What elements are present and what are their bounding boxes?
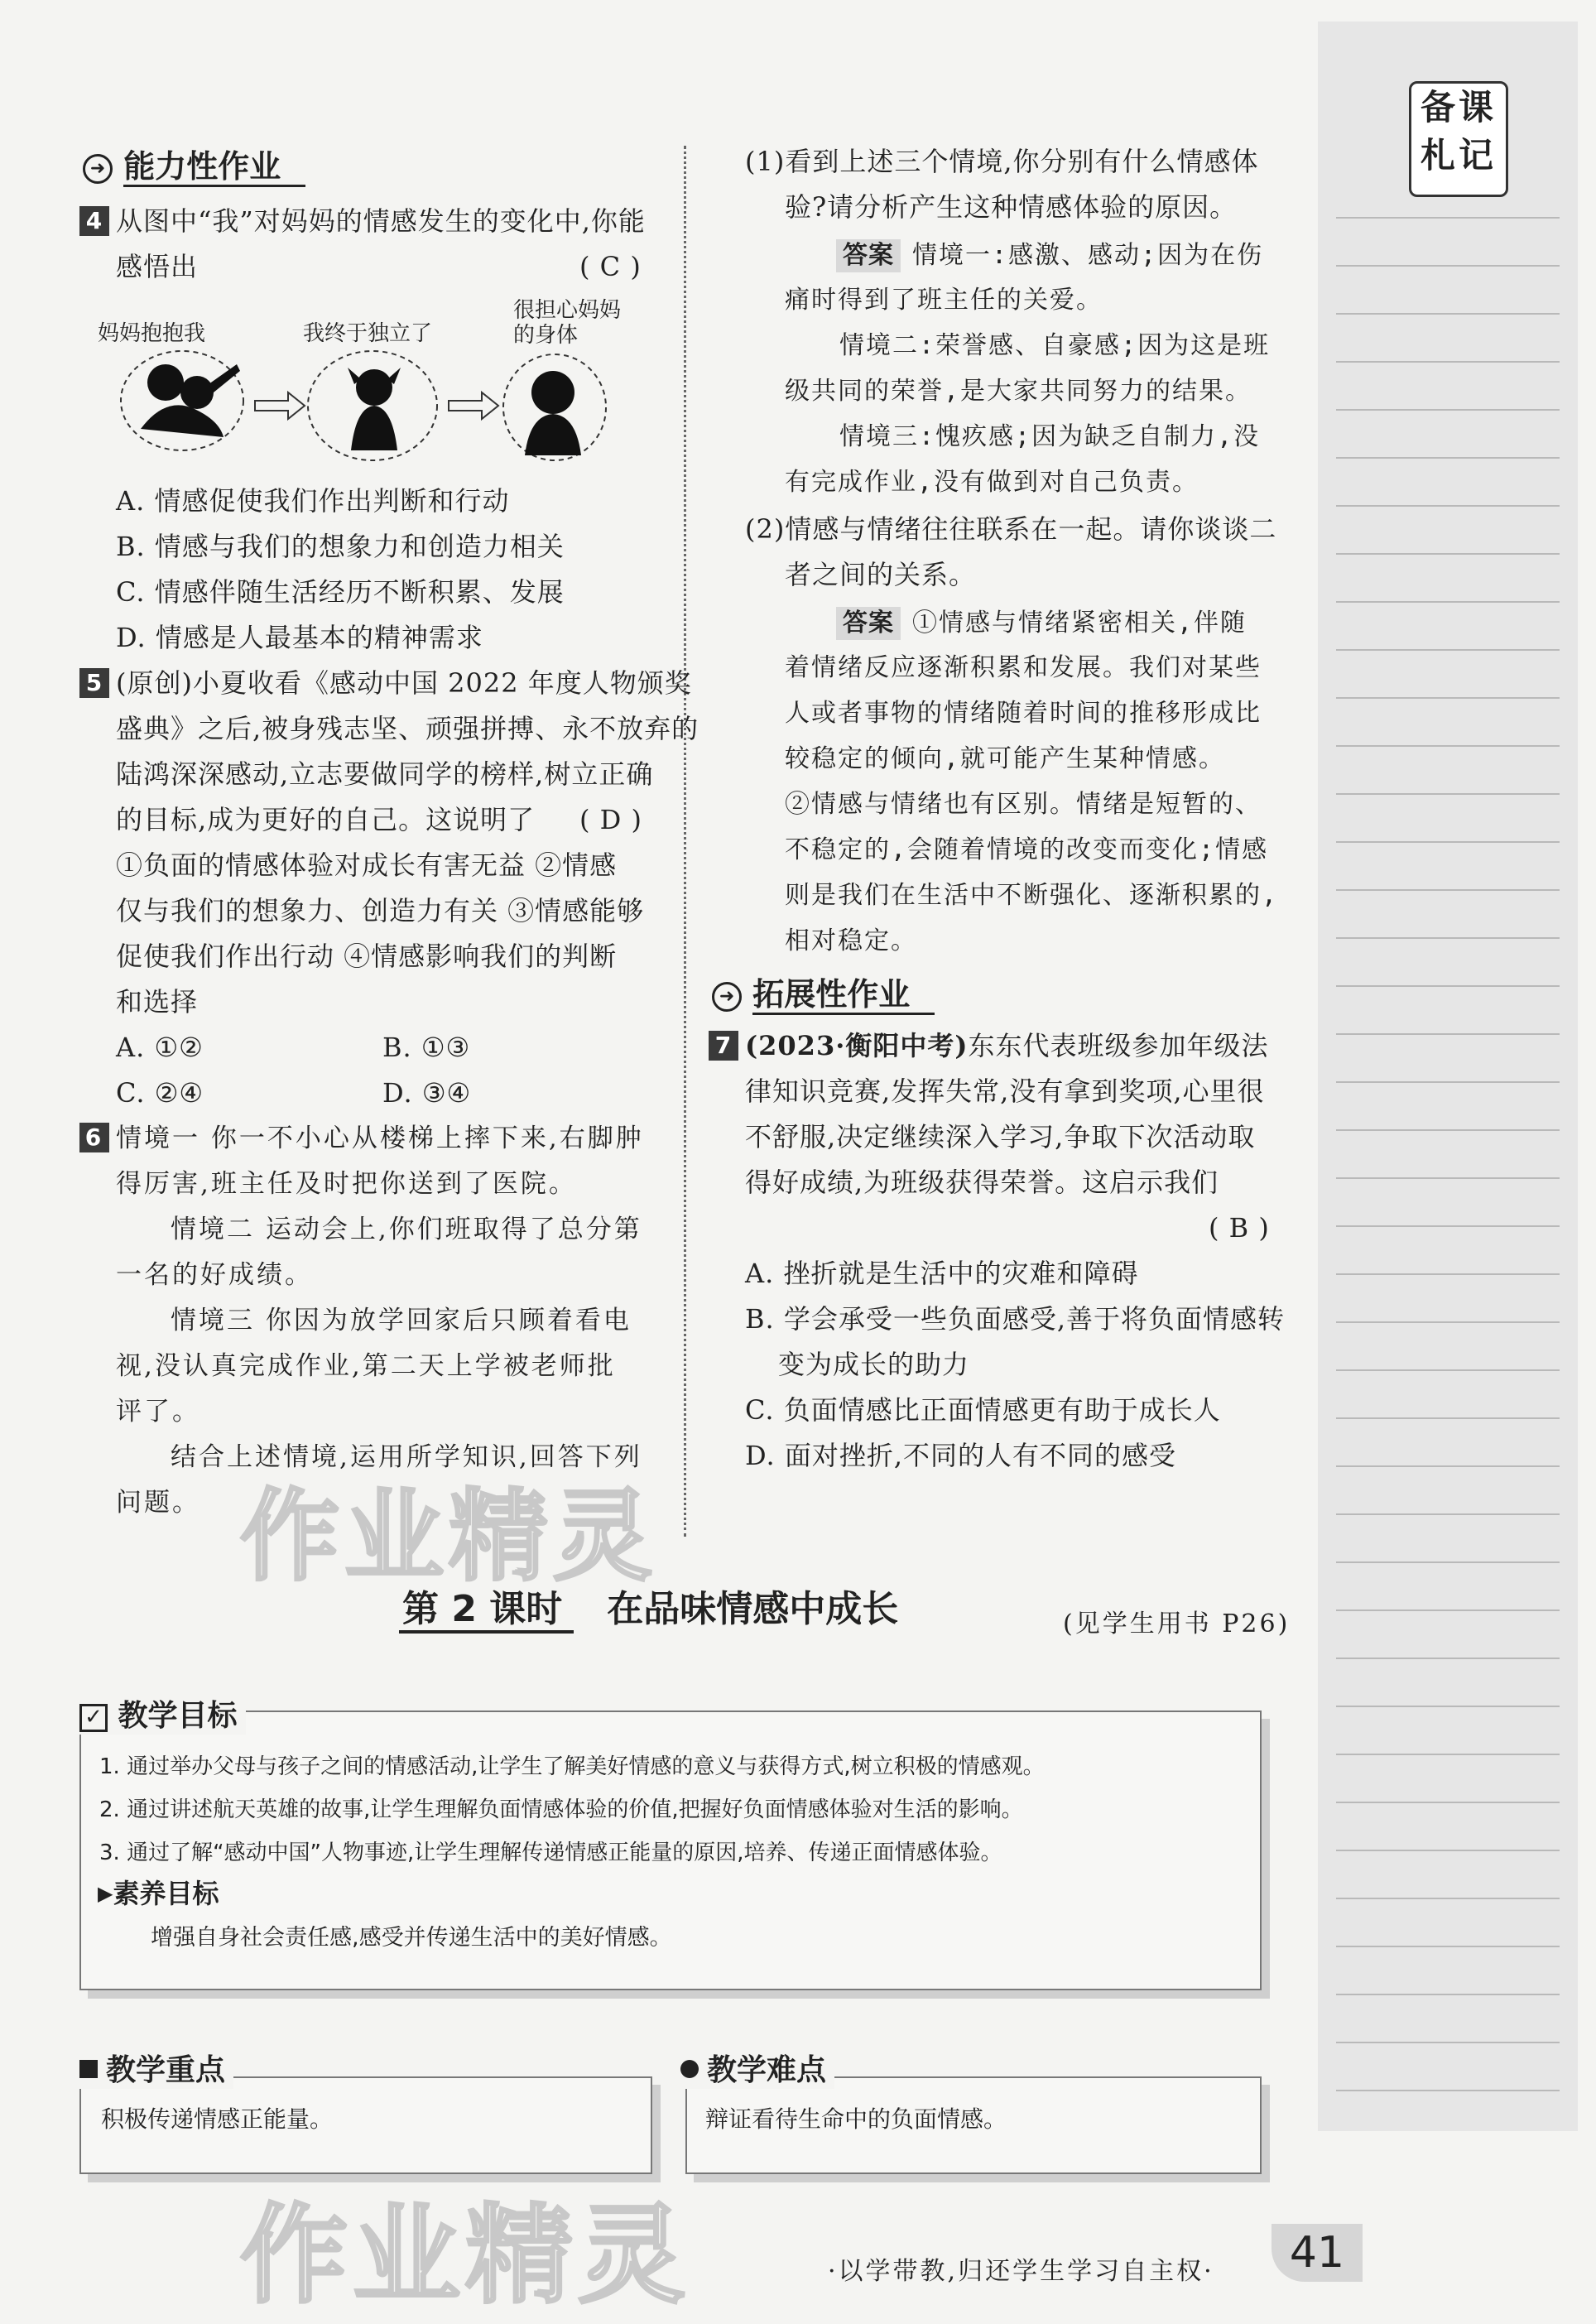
q6-line3: 情境二 运动会上,你们班取得了总分第 bbox=[171, 1215, 642, 1244]
ruled-line bbox=[1336, 697, 1560, 699]
notes-title: 备课札记 bbox=[1409, 81, 1508, 197]
ruled-line bbox=[1336, 841, 1560, 843]
ruled-line bbox=[1336, 505, 1560, 507]
ruled-line bbox=[1336, 1417, 1560, 1419]
q5-answer: ( D ) bbox=[579, 804, 642, 835]
ruled-line bbox=[1336, 1754, 1560, 1755]
q6-2-answer-line4: 较稳定的倾向,就可能产生某种情感。 bbox=[785, 744, 1226, 773]
ruled-line bbox=[1336, 1609, 1560, 1611]
q6-line5: 情境三 你因为放学回家后只顾着看电 bbox=[171, 1306, 632, 1335]
mother-hug-silhouette-icon bbox=[141, 364, 240, 437]
q5-line8: 和选择 bbox=[116, 986, 199, 1018]
key-point-title: 教学重点 bbox=[106, 2053, 226, 2087]
q6-2-answer-line3: 人或者事物的情绪随着时间的推移形成比 bbox=[785, 699, 1262, 728]
q6-2-answer-line8: 相对稳定。 bbox=[785, 926, 917, 955]
q6-number: 6 bbox=[79, 1123, 109, 1152]
q6-2-answer-line2: 着情绪反应逐渐积累和发展。我们对某些 bbox=[785, 653, 1262, 682]
lesson-number: 第 2 课时 bbox=[399, 1588, 574, 1634]
lesson-reference: (见学生用书 P26) bbox=[1063, 1609, 1291, 1638]
q5-line2: 盛典》之后,被身残志坚、顽强拼搏、永不放弃的 bbox=[116, 713, 699, 744]
q4-stem-line1: 4 从图中“我”对妈妈的情感发生的变化中,你能 bbox=[79, 199, 646, 244]
key-point-text: 积极传递情感正能量。 bbox=[101, 2105, 334, 2133]
q6-1-answer-line3: 情境二:荣誉感、自豪感;因为这是班 bbox=[839, 331, 1271, 360]
answer-label: 答案 bbox=[836, 239, 901, 272]
q5-line4: 的目标,成为更好的自己。这说明了 bbox=[116, 804, 536, 835]
literacy-title: 素养目标 bbox=[113, 1878, 219, 1909]
q4-option-c: C. 情感伴随生活经历不断积累、发展 bbox=[116, 576, 565, 608]
q5-line6: 仅与我们的想象力、创造力有关 ③情感能够 bbox=[116, 895, 645, 926]
watermark-bottom: 作业精灵 bbox=[240, 2192, 691, 2318]
q5-number: 5 bbox=[79, 668, 109, 698]
arrow-icon: ➜ bbox=[83, 154, 113, 184]
q5-option-c: C. ②④ bbox=[116, 1077, 204, 1109]
page-number: 41 bbox=[1272, 2224, 1363, 2282]
q6-2-answer-line5: ②情感与情绪也有区别。情绪是短暂的、 bbox=[785, 790, 1262, 819]
notes-panel bbox=[1318, 22, 1578, 2131]
watermark-middle: 作业精灵 bbox=[240, 1480, 657, 1595]
q6-line2: 得厉害,班主任及时把你送到了医院。 bbox=[116, 1169, 577, 1199]
q5-option-a: A. ①② bbox=[116, 1032, 204, 1063]
q6-2-line2: 者之间的关系。 bbox=[785, 559, 977, 590]
ruled-line bbox=[1336, 601, 1560, 603]
q7-number: 7 bbox=[709, 1031, 738, 1061]
circle-bullet-icon bbox=[680, 2060, 699, 2078]
q6-1-answer-line4: 级共同的荣誉,是大家共同努力的结果。 bbox=[785, 377, 1252, 406]
difficult-point-header bbox=[680, 2047, 834, 2089]
ruled-line bbox=[1336, 1465, 1560, 1467]
q5-line7: 促使我们作出行动 ④情感影响我们的判断 bbox=[116, 941, 618, 972]
q7-line3: 不舒服,决定继续深入学习,争取下次活动取 bbox=[745, 1121, 1256, 1152]
q6-1-answer-line6: 有完成作业,没有做到对自己负责。 bbox=[785, 468, 1199, 497]
q4-option-d: D. 情感是人最基本的精神需求 bbox=[116, 622, 483, 653]
difficult-point-text: 辩证看待生命中的负面情感。 bbox=[705, 2105, 1007, 2133]
ruled-line bbox=[1336, 1033, 1560, 1035]
q6-2-answer-line1: 答案 ①情感与情绪紧密相关,伴随 bbox=[836, 599, 1247, 646]
q6-2-answer-line6: 不稳定的,会随着情境的改变而变化;情感 bbox=[785, 835, 1269, 864]
lesson-name: 在品味情感中成长 bbox=[607, 1588, 899, 1630]
q6-1-line2: 验?请分析产生这种情感体验的原因。 bbox=[785, 191, 1238, 223]
fig-label-3b: 的身体 bbox=[513, 323, 579, 348]
q7-answer: ( B ) bbox=[1209, 1212, 1270, 1244]
objective-item: 3. 通过了解“感动中国”人物事迹,让学生理解传递情感正能量的原因,培养、传递正面情感体验。 bbox=[99, 1840, 1002, 1865]
ruled-line bbox=[1336, 2042, 1560, 2043]
arrow-icon: ➜ bbox=[712, 982, 742, 1012]
q6-line9: 问题。 bbox=[116, 1488, 200, 1518]
ruled-line bbox=[1336, 409, 1560, 411]
ruled-line bbox=[1336, 1706, 1560, 1707]
objective-item: 1. 通过举办父母与孩子之间的情感活动,让学生了解美好情感的意义与获得方式,树立积极的情感观。 bbox=[99, 1754, 1045, 1779]
emotion-change-figure bbox=[116, 346, 613, 479]
q7-source: (2023·衡阳中考) bbox=[745, 1030, 969, 1061]
triangle-play-icon: ▶ bbox=[98, 1882, 113, 1905]
q5-option-d: D. ③④ bbox=[382, 1077, 472, 1109]
q7-option-d: D. 面对挫折,不同的人有不同的感受 bbox=[745, 1440, 1177, 1471]
q6-line6: 视,没认真完成作业,第二天上学被老师批 bbox=[116, 1351, 616, 1381]
ruled-line bbox=[1336, 1994, 1560, 1995]
ruled-line bbox=[1336, 1898, 1560, 1899]
q6-line4: 一名的好成绩。 bbox=[116, 1260, 313, 1290]
fig-label-1: 妈妈抱抱我 bbox=[98, 321, 206, 346]
q6-1-answer-line2: 痛时得到了班主任的关爱。 bbox=[785, 286, 1103, 315]
objective-item: 2. 通过讲述航天英雄的故事,让学生理解负面情感体验的价值,把握好负面情感体验对生活的影响。 bbox=[99, 1797, 1023, 1822]
footer-slogan: ·以学带教,归还学生学习自主权· bbox=[828, 2257, 1214, 2286]
q4-answer: ( C ) bbox=[579, 251, 642, 282]
q7-line1: 7 (2023·衡阳中考)东东代表班级参加年级法 bbox=[709, 1023, 1269, 1069]
ruled-line bbox=[1336, 1129, 1560, 1131]
q6-1-line1: (1)看到上述三个情境,你分别有什么情感体 bbox=[745, 146, 1259, 177]
q6-line7: 评了。 bbox=[116, 1397, 200, 1427]
ruled-line bbox=[1336, 265, 1560, 267]
q5-line5: ①负面的情感体验对成长有害无益 ②情感 bbox=[116, 849, 618, 881]
q5-line1: 5 (原创)小夏收看《感动中国 2022 年度人物颁奖 bbox=[79, 661, 692, 706]
q7-line2: 律知识竞赛,发挥失常,没有拿到奖项,心里很 bbox=[745, 1075, 1265, 1107]
section-header-extension bbox=[712, 969, 935, 1014]
ruled-line bbox=[1336, 313, 1560, 315]
q4-option-a: A. 情感促使我们作出判断和行动 bbox=[116, 485, 510, 517]
ruled-line bbox=[1336, 1321, 1560, 1323]
q6-2-answer-line7: 则是我们在生活中不断强化、逐渐积累的, bbox=[785, 881, 1279, 910]
ruled-line bbox=[1336, 1081, 1560, 1083]
q6-line1: 6 情境一 你一不小心从楼梯上摔下来,右脚肿 bbox=[79, 1116, 644, 1162]
section-title: 能力性作业 bbox=[123, 148, 305, 187]
q4-stem-line2: 感悟出 bbox=[116, 251, 199, 282]
ruled-line bbox=[1336, 1850, 1560, 1851]
literacy-text: 增强自身社会责任感,感受并传递生活中的美好情感。 bbox=[151, 1925, 672, 1951]
arrow-right-icon bbox=[449, 392, 498, 419]
checkbox-icon: ✓ bbox=[79, 1704, 108, 1732]
q6-1-answer-line5: 情境三:愧疚感;因为缺乏自制力,没 bbox=[839, 422, 1261, 451]
fig-label-2: 我终于独立了 bbox=[303, 321, 433, 346]
section-title: 拓展性作业 bbox=[752, 976, 935, 1015]
ruled-line bbox=[1336, 1802, 1560, 1803]
q6-line8: 结合上述情境,运用所学知识,回答下列 bbox=[171, 1442, 642, 1472]
ruled-line bbox=[1336, 985, 1560, 987]
q7-option-c: C. 负面情感比正面情感更有助于成长人 bbox=[745, 1394, 1221, 1426]
answer-label: 答案 bbox=[836, 607, 901, 640]
lesson-title bbox=[399, 1578, 898, 1641]
ruled-line bbox=[1336, 553, 1560, 555]
q7-option-a: A. 挫折就是生活中的灾难和障碍 bbox=[745, 1258, 1139, 1289]
ruled-line bbox=[1336, 1513, 1560, 1515]
objectives-header bbox=[79, 1692, 246, 1735]
ruled-line bbox=[1336, 1561, 1560, 1563]
ruled-line bbox=[1336, 1177, 1560, 1179]
q5-option-b: B. ①③ bbox=[382, 1032, 471, 1063]
ruled-line bbox=[1336, 1658, 1560, 1659]
section-header-ability bbox=[83, 141, 305, 186]
q6-2-line1: (2)情感与情绪往往联系在一起。请你谈谈二 bbox=[745, 513, 1277, 545]
ruled-line bbox=[1336, 361, 1560, 363]
q4-number: 4 bbox=[79, 206, 109, 236]
q4-option-b: B. 情感与我们的想象力和创造力相关 bbox=[116, 531, 565, 562]
column-divider bbox=[684, 146, 686, 1537]
ruled-line bbox=[1336, 2090, 1560, 2091]
ruled-line bbox=[1336, 1369, 1560, 1371]
fig-label-3a: 很担心妈妈 bbox=[513, 298, 622, 323]
ruled-line bbox=[1336, 649, 1560, 651]
key-point-header bbox=[79, 2047, 233, 2089]
ruled-line bbox=[1336, 745, 1560, 747]
q5-line3: 陆鸿深深感动,立志要做同学的榜样,树立正确 bbox=[116, 758, 654, 790]
q7-option-b: B. 学会承受一些负面感受,善于将负面情感转 bbox=[745, 1303, 1286, 1335]
ruled-line bbox=[1336, 457, 1560, 459]
ruled-line bbox=[1336, 937, 1560, 939]
square-bullet-icon bbox=[79, 2060, 98, 2078]
literacy-header bbox=[98, 1873, 219, 1911]
arrow-right-icon bbox=[255, 392, 305, 419]
ruled-line bbox=[1336, 217, 1560, 219]
ruled-line bbox=[1336, 1225, 1560, 1227]
worried-child-silhouette-icon bbox=[525, 371, 581, 455]
q7-line4: 得好成绩,为班级获得荣誉。这启示我们 bbox=[745, 1167, 1219, 1198]
ruled-line bbox=[1336, 1273, 1560, 1275]
objectives-title: 教学目标 bbox=[118, 1699, 238, 1733]
ruled-line bbox=[1336, 889, 1560, 891]
q7-option-b-cont: 变为成长的助力 bbox=[778, 1349, 970, 1380]
objectives-list bbox=[99, 1745, 1045, 1874]
ruled-line bbox=[1336, 793, 1560, 795]
independent-child-silhouette-icon bbox=[348, 368, 401, 450]
difficult-point-title: 教学难点 bbox=[707, 2053, 827, 2087]
q6-1-answer-line1: 答案 情境一:感激、感动;因为在伤 bbox=[836, 232, 1263, 278]
ruled-line bbox=[1336, 1946, 1560, 1947]
